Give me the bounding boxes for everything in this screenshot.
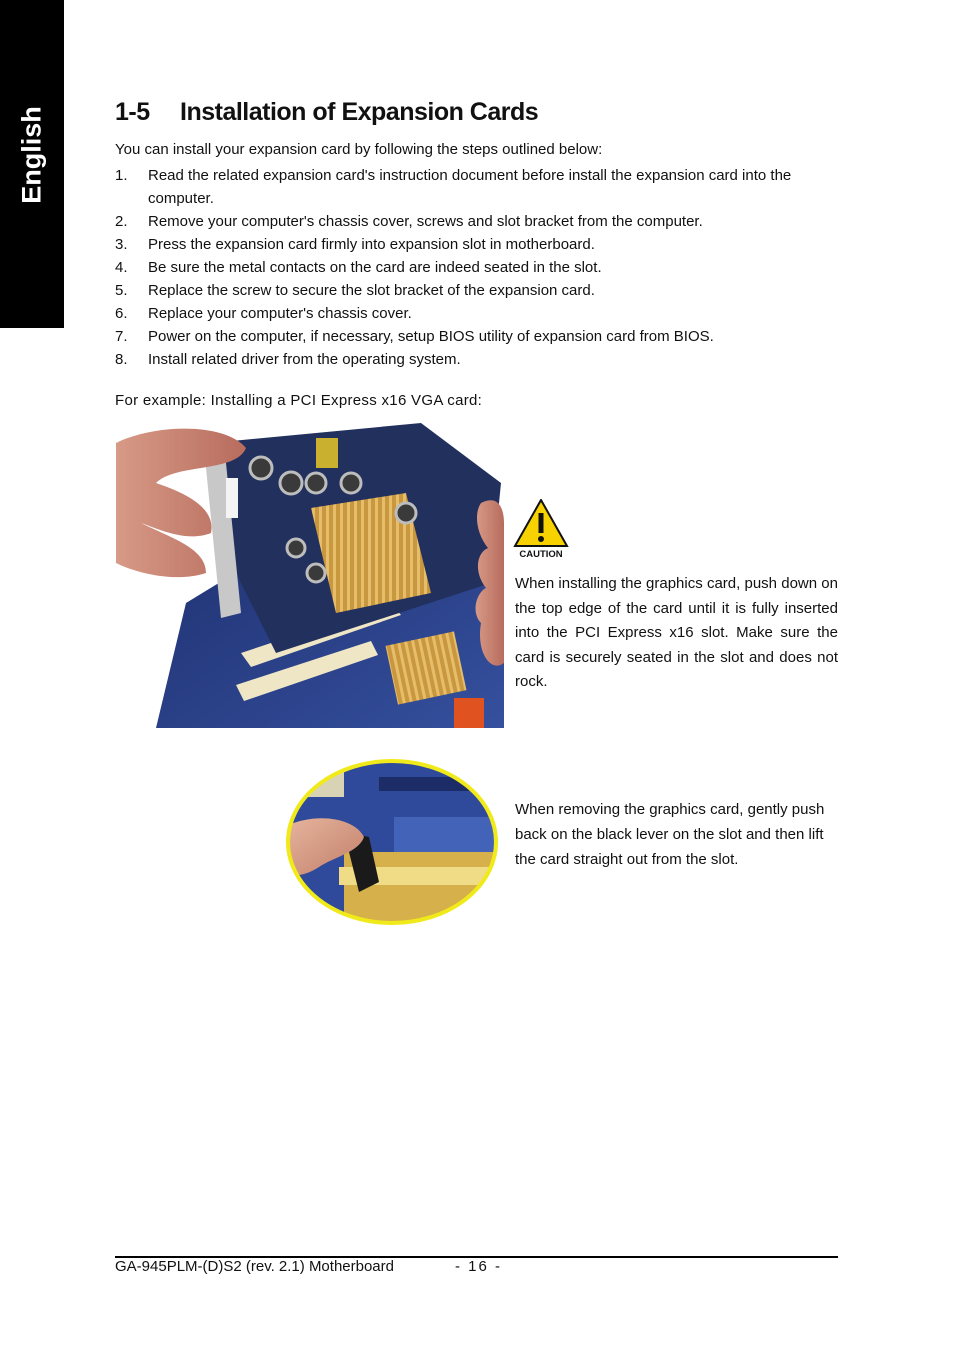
caution-icon <box>513 499 569 561</box>
step-number: 8. <box>115 351 128 368</box>
install-note: When installing the graphics card, push down on the top edge of the card until it is fully inserted into the PCI Express x16 slot. Make sure the card is securely seated in the slot and does not rock. <box>515 575 838 690</box>
step-number: 2. <box>115 213 128 230</box>
step-item <box>115 279 835 302</box>
install-card-illustration <box>116 423 504 728</box>
step-text: Replace your computer's chassis cover. <box>148 305 412 322</box>
section-heading <box>115 98 538 127</box>
intro-text: You can install your expansion card by following the steps outlined below: <box>115 141 603 158</box>
step-number: 3. <box>115 236 128 253</box>
step-item <box>115 233 835 256</box>
step-text: Power on the computer, if necessary, setup BIOS utility of expansion card from BIOS. <box>148 328 714 345</box>
step-text: Read the related expansion card's instruction document before install the expansion card into the computer. <box>148 167 792 207</box>
side-language-tab <box>0 0 64 328</box>
step-item <box>115 348 835 371</box>
caution-sign <box>513 499 569 561</box>
step-item <box>115 164 835 210</box>
step-number: 5. <box>115 282 128 299</box>
removal-note: When removing the graphics card, gently push back on the black lever on the slot and then lift the card straight out from the slot. <box>515 801 825 868</box>
page-number: - 16 - <box>455 1258 503 1275</box>
step-item <box>115 325 835 348</box>
step-text: Press the expansion card firmly into expansion slot in motherboard. <box>148 236 595 253</box>
caution-label: CAUTION <box>519 549 563 560</box>
step-item <box>115 256 835 279</box>
step-number: 1. <box>115 167 128 184</box>
section-title: Installation of Expansion Cards <box>180 98 539 126</box>
steps-list <box>115 164 835 371</box>
step-item <box>115 302 835 325</box>
install-card-photo <box>116 423 504 728</box>
section-number: 1-5 <box>115 98 150 126</box>
side-tab-label: English <box>16 106 47 204</box>
step-number: 4. <box>115 259 128 276</box>
step-text: Remove your computer's chassis cover, screws and slot bracket from the computer. <box>148 213 703 230</box>
step-text: Replace the screw to secure the slot bracket of the expansion card. <box>148 282 595 299</box>
remove-card-illustration <box>284 757 500 927</box>
example-caption: For example: Installing a PCI Express x16 VGA card: <box>115 392 483 409</box>
step-number: 6. <box>115 305 128 322</box>
step-text: Install related driver from the operating system. <box>148 351 461 368</box>
step-number: 7. <box>115 328 128 345</box>
remove-card-photo <box>284 757 500 927</box>
step-text: Be sure the metal contacts on the card are indeed seated in the slot. <box>148 259 602 276</box>
step-item <box>115 210 835 233</box>
footer-model: GA-945PLM-(D)S2 (rev. 2.1) Motherboard <box>115 1258 394 1275</box>
